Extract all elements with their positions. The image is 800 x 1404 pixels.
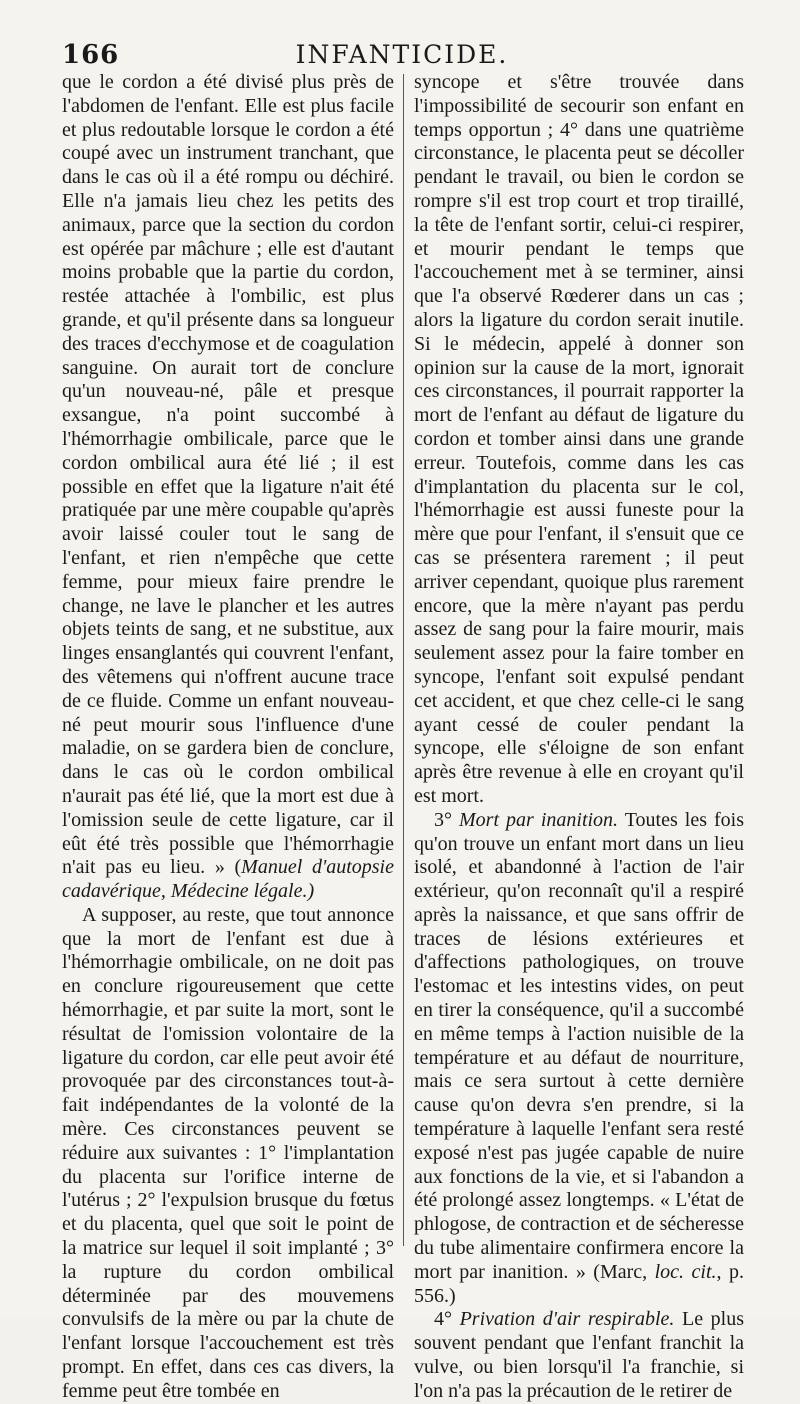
left-paragraph-1 bbox=[62, 71, 394, 904]
column-divider bbox=[403, 74, 404, 1246]
section-mort-par-inanition bbox=[414, 809, 744, 1309]
reference-page: , p. 556.) bbox=[414, 1260, 744, 1307]
left-column bbox=[62, 71, 394, 1404]
right-paragraph-1: syncope et s'être trouvée dans l'impossibilité de secourir son enfant en temps opportun ; 4° dans une quatrième circonstance, le placenta peut se décoller pendant le travail, ou bien le cordon se rompre s'il est trop court et trop tiraillé, la tête de l'enfant sortir, celui-ci respirer, et mourir pendant le temps que l'accouchement met à se terminer, ainsi que l'a observé Rœderer dans un cas ; alors la ligature du cordon serait inutile. Si le médecin, appelé à donner son opinion sur la cause de la mort, ignorait ces circonstances, il pourrait rapporter la mort de l'enfant au défaut de ligature du cordon et tomber ainsi dans une grande erreur. Toutefois, comme dans les cas d'implantation du placenta sur le col, l'hémorrhagie est aussi funeste pour la mère que pour l'enfant, il s'ensuit que ce cas se présentera rarement ; il peut arriver cependant, quoique plus rarement encore, que la mère n'ayant pas perdu assez de sang pour la faire mourir, mais seulement assez pour la faire tomber en syncope, l'enfant soit expulsé pendant cet accident, et que chez celle-ci le sang ayant cessé de couler pendant la syncope, elle s'éloigne de son enfant après être revenue à elle en croyant qu'il est mort. bbox=[414, 71, 744, 807]
left-paragraph-1-text: que le cordon a été divisé plus près de l'abdomen de l'enfant. Elle est plus facile et plus redoutable lorsque le cordon a été coupé avec un instrument tranchant, que dans le cas où il a été rompu ou déchiré. Elle n'a jamais lieu chez les petits des animaux, parce que la section du cordon est opérée par mâchure ; elle est d'autant moins probable que la partie du cordon, restée attachée à l'ombilic, est plus grande, et qu'il présente dans sa longueur des traces d'ecchymose et de coagulation sanguine. On aurait tort de conclure qu'un nouveau-né, pâle et presque exsangue, n'a point succombé à l'hémorrhagie ombilicale, parce que le cordon ombilical aura été lié ; il est possible en effet que la ligature n'ait été pratiquée par une mère coupable qu'après avoir laissé couler tout le sang de l'enfant, et rien n'empêche que cette femme, pour mieux faire prendre le change, ne lave le plancher et les autres objets teints de sang, et ne substitue, aux linges ensanglantés qui couvrent l'enfant, des vêtemens qui n'offrent aucune trace de ce fluide. Comme un enfant nouveau-né peut mourir sous l'influence d'une maladie, on se gardera bien de conclure, dans le cas où le cordon ombilical n'aurait pas été lié, que la mort est due à l'omission seule de cette ligature, car il eût été très possible que l'hémorrhagie n'ait pas eu lieu. » ( bbox=[62, 71, 394, 879]
citation-manuel: Manuel d'autopsie cadavérique, Médecine légale.) bbox=[62, 856, 394, 903]
running-title: INFANTICIDE. bbox=[295, 40, 509, 69]
section-number: 4° bbox=[434, 1308, 460, 1331]
section-text: Le plus souvent pendant que l'enfant franchit la vulve, ou bien lorsqu'il l'a franchie, si l'on n'a pas la précaution de le retirer de bbox=[414, 1308, 745, 1402]
right-column bbox=[414, 71, 744, 1404]
left-paragraph-2: A supposer, au reste, que tout annonce que la mort de l'enfant est due à l'hémorrhagie ombilicale, on ne doit pas en conclure rigoureusement que cette hémorrhagie, et par suite la mort, sont le résultat de l'omission volontaire de la ligature du cordon, car elle peut avoir été provoquée par des circonstances tout-à-fait indépendantes de la volonté de la mère. Ces circonstances peuvent se réduire aux suivantes : 1° l'implantation du placenta sur l'orifice interne de l'utérus ; 2° l'expulsion brusque du fœtus et du placenta, quel que soit le point de la matrice sur lequel il soit implanté ; 3° la rupture du cordon ombilical déterminée par des mouvemens convulsifs de la mère ou par la chute de l'enfant lorsque l'accouchement est très prompt. En effet, dans ces cas divers, la femme peut être tombée en bbox=[62, 903, 394, 1402]
section-text: Toutes les fois qu'on trouve un enfant mort dans un lieu isolé, et abandonné à l'action de l'air extérieur, qu'on reconnaît qu'il a respiré après la naissance, et que sans offrir de traces de lésions extérieures et d'affections pathologiques, on trouve l'estomac et les intestins vides, on peut en tirer la conséquence, qu'il a succombé en même temps à l'action nuisible de la température et au défaut de nourriture, mais ce sera surtout à cette dernière cause qu'on devra s'en prendre, si la température à laquelle l'enfant sera resté exposé n'est pas jugée capable de nuire aux fonctions de la vie, et si l'abandon a été prolongé assez longtemps. « L'état de phlogose, de contraction et de sécheresse du tube alimentaire confirmera encore la mort par inanition. » (Marc, bbox=[414, 808, 744, 1283]
section-heading: Privation d'air respirable. bbox=[459, 1308, 675, 1331]
page-header bbox=[62, 40, 742, 72]
section-number: 3° bbox=[434, 808, 460, 831]
section-heading: Mort par inanition. bbox=[459, 808, 619, 831]
section-privation-air bbox=[414, 1308, 744, 1403]
page-number: 166 bbox=[62, 40, 120, 70]
reference-loc-cit: loc. cit. bbox=[654, 1260, 717, 1283]
